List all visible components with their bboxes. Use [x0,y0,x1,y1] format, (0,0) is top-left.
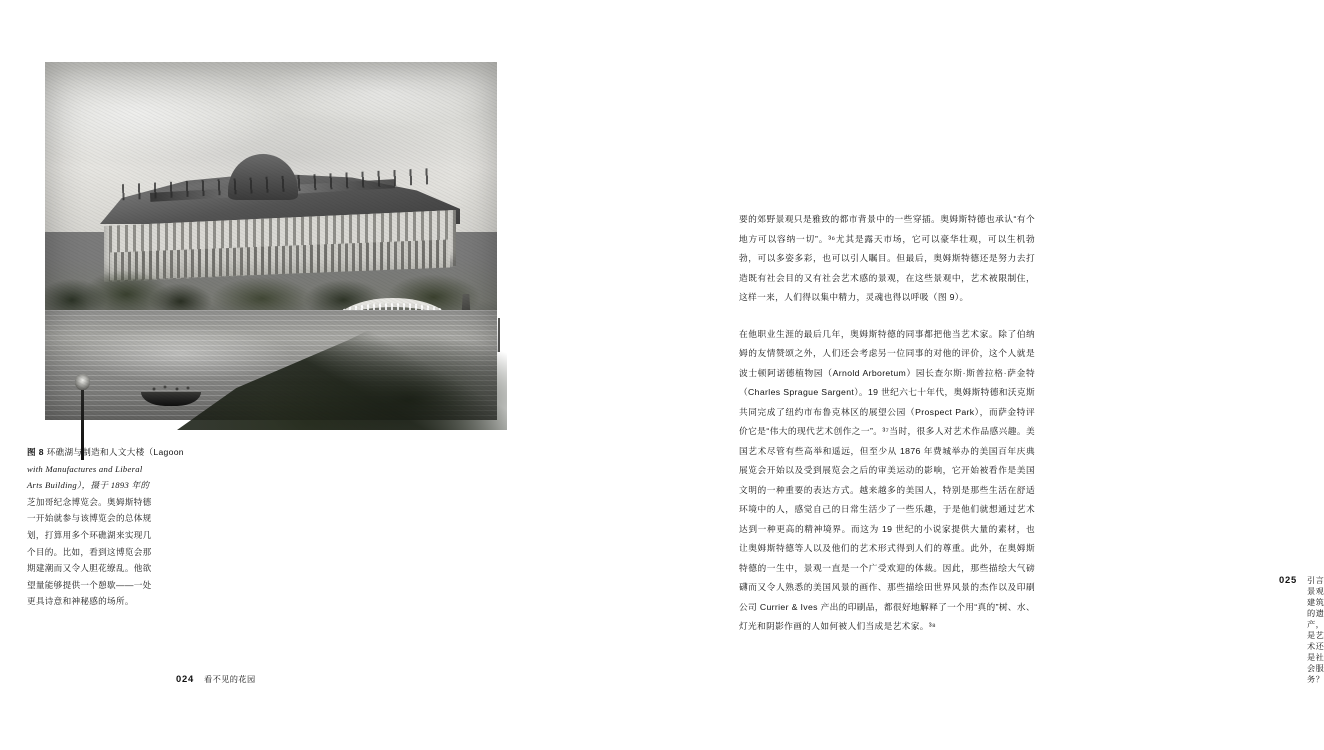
left-page-folio [176,673,256,685]
figure-caption-line-1: 环礁湖与制造和人文大楼（Lagoon [46,447,184,457]
figure-caption-line-6: 划，打算用多个环礁湖来实现几 [27,529,152,540]
figure-caption-line-4: 芝加哥纪念博览会。奥姆斯特德 [27,496,152,507]
figure-caption-line-5: 一开始就参与该博览会的总体规 [27,513,152,524]
figure-number: 图 8 [27,447,44,457]
figure-caption-line-9: 望量能够提供一个憩歇——一处 [27,579,152,590]
right-page [544,0,1324,750]
paragraph: 在他职业生涯的最后几年，奥姆斯特德的同事都把他当艺术家。除了伯纳姆的友情赞颂之外，人们还会考虑另一位同事的对他的评价，这个人就是波士顿阿诺德植物园（Arnold Arboretum）园长查尔斯·斯普拉格·萨金特（Charles Sprague Sargent）。19 世纪六七十年代，奥姆斯特德和沃克斯共同完成了纽约市布鲁克林区的展望公园（Prospect Park），而萨金特评价它是“伟大的现代艺术创作之一”。³⁷当时，很多人对艺术作品感兴趣。美国艺术尽管有些高举和遥远，但至少从 1876 年费城举办的美国百年庆典展览会开始以及受到展览会之后的审美运动的影响，它开始被看作是美国文明的一种重要的表达方式。越来越多的美国人，特别是那些生活在舒适环境中的人，感觉自己的日常生活少了一些乐趣，于是他们就想通过艺术达到一种更高的精神境界。而这为 19 世纪的小说家提供大量的素材，也让奥姆斯特德等人以及他们的艺术形式得到人们的尊重。此外，在奥姆斯特德的一生中，景观一直是一个广受欢迎的体裁。因此，那些描绘大气磅礴而又令人熟悉的美国风景的画作、那些描绘田世界风景的杰作以及印刷公司 Currier & Ives 产出的印刷品，都很好地解释了一个用“真的”树、水、灯光和阴影作画的人如何被人们当成是艺术家。³⁸ [739,328,1035,631]
body-text-column [739,210,1035,654]
photo-lamp-globe [75,374,90,390]
photo-boat-passengers [149,382,195,394]
left-running-head: 看不见的花园 [204,675,256,684]
figure-caption-line-8: 期建潮而又令人胆花缭乱。他欲 [27,563,152,574]
figure-caption-line-10: 更具诗意和神秘感的场所。 [27,596,134,607]
figure-photograph [45,62,497,420]
left-page [0,0,544,750]
right-page-folio [1279,574,1324,685]
figure-caption-line-7: 个目的。比如，看到这博览会那 [27,546,152,557]
figure-caption-line-3: Arts Building），摄于 1893 年的 [27,480,150,491]
figure-caption [27,444,189,610]
paragraph: 要的郊野景观只是雅致的都市背景中的一些穿插。奥姆斯特德也承认“有个地方可以容纳一切”。³⁶尤其是露天市场，它可以豪华壮观，可以生机勃勃，可以多姿多彩，也可以引人瞩目。但最后，奥姆斯特德还是努力去打造既有社会目的又有社会艺术感的景观，在这些景观中，艺术被限制住，这样一来，人们得以集中精力，灵魂也得以呼吸（图 9）。 [739,214,1035,302]
right-page-number: 025 [1279,574,1298,585]
left-page-number: 024 [176,673,195,684]
right-running-head: 引言 景观建筑的遗产，是艺术还是社会服务？ [1307,576,1324,684]
figure-caption-line-2: with Manufactures and Liberal [27,463,143,474]
